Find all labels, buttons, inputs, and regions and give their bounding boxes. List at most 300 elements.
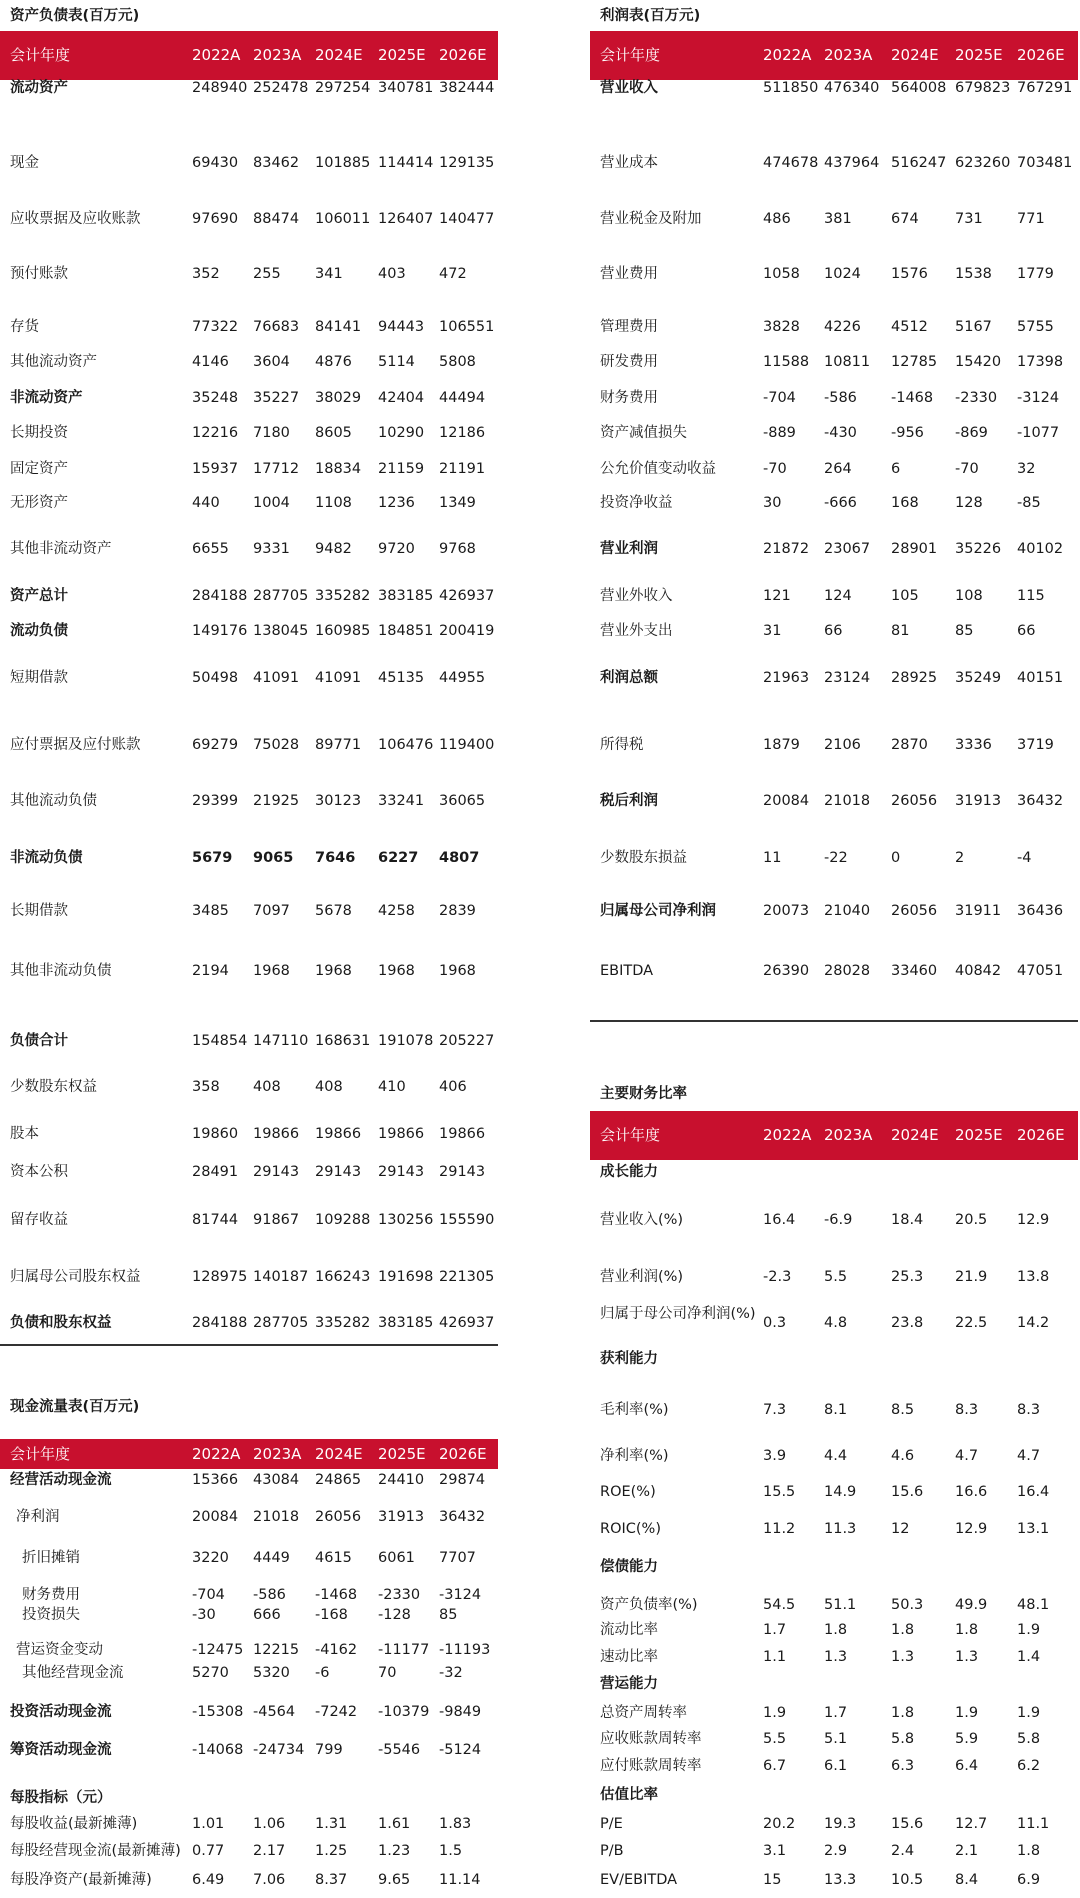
balance-sheet-cell: 91867 [253, 1212, 300, 1228]
header-year: 2022A [192, 46, 241, 64]
ratios-cell: 49.9 [955, 1597, 988, 1613]
cash-flow-row-label: 其他经营现金流 [22, 1665, 124, 1681]
ratios-cell: 16.4 [763, 1212, 796, 1228]
cash-flow-row-label: 营运资金变动 [16, 1642, 103, 1658]
balance-sheet-cell: 128975 [192, 1269, 248, 1285]
balance-sheet-cell: 297254 [315, 80, 371, 96]
cash-flow-cell: -586 [253, 1587, 286, 1603]
income-statement-cell: 35249 [955, 670, 1002, 686]
balance-sheet-cell: 38029 [315, 390, 362, 406]
balance-sheet-cell: 7180 [253, 425, 290, 441]
income-statement-cell: 679823 [955, 80, 1011, 96]
per-share-cell: 1.83 [439, 1816, 472, 1832]
ratios-cell: 8.3 [955, 1402, 979, 1418]
cash-flow-cell: 31913 [378, 1509, 425, 1525]
balance-sheet-cell: 109288 [315, 1212, 371, 1228]
balance-sheet-cell: 8605 [315, 425, 352, 441]
balance-sheet-cell: 168631 [315, 1033, 371, 1049]
income-statement-cell: 26056 [891, 793, 938, 809]
cash-flow-cell: 5320 [253, 1665, 290, 1681]
ratios-cell: 1.8 [891, 1622, 915, 1638]
balance-sheet-cell: 382444 [439, 80, 495, 96]
income-statement-cell: 21040 [824, 903, 871, 919]
balance-sheet-cell: 341 [315, 266, 343, 282]
ratios-row-label: 净利率(%) [600, 1448, 669, 1464]
income-statement-cell: -956 [891, 425, 924, 441]
balance-sheet-cell: 383185 [378, 1315, 434, 1331]
balance-sheet-cell: 29143 [378, 1164, 425, 1180]
cash-flow-cell: 36432 [439, 1509, 486, 1525]
income-statement-cell: 4512 [891, 319, 928, 335]
balance-sheet-cell: 1968 [253, 963, 290, 979]
balance-sheet-cell: 69279 [192, 737, 239, 753]
balance-sheet-cell: 10290 [378, 425, 425, 441]
balance-sheet-cell: 44494 [439, 390, 486, 406]
header-year: 2023A [253, 1445, 302, 1463]
header-year: 2022A [192, 1445, 241, 1463]
balance-sheet-cell: 358 [192, 1079, 220, 1095]
income-statement-row-label: 利润总额 [600, 670, 658, 686]
ratios-cell: 1.7 [763, 1622, 787, 1638]
income-statement-cell: 731 [955, 211, 983, 227]
ratios-row-label: 毛利率(%) [600, 1402, 669, 1418]
balance-sheet-cell: 30123 [315, 793, 362, 809]
ratios-cell: 13.1 [1017, 1521, 1050, 1537]
ratios-row-label: 偿债能力 [600, 1559, 658, 1575]
ratios-cell: 15.6 [891, 1484, 924, 1500]
balance-sheet-cell: 403 [378, 266, 406, 282]
ratios-cell: 14.9 [824, 1484, 857, 1500]
balance-sheet-cell: 4258 [378, 903, 415, 919]
per-share-cell: 1.23 [378, 1843, 411, 1859]
cash-flow-cell: -4564 [253, 1704, 296, 1720]
balance-sheet-cell: 2839 [439, 903, 476, 919]
balance-sheet-cell: 287705 [253, 1315, 309, 1331]
per-share-cell: 0.77 [192, 1843, 225, 1859]
header-year: 2025E [378, 46, 426, 64]
balance-sheet-cell: 29143 [439, 1164, 486, 1180]
ratios-cell: 1.3 [955, 1649, 979, 1665]
balance-sheet-cell: 19866 [253, 1126, 300, 1142]
balance-sheet-cell: 340781 [378, 80, 434, 96]
header-year: 2026E [1017, 1126, 1065, 1144]
income-statement-cell: 6 [891, 461, 901, 477]
income-statement-cell: 26390 [763, 963, 810, 979]
balance-sheet-cell: 94443 [378, 319, 425, 335]
balance-sheet-cell: 12216 [192, 425, 239, 441]
balance-sheet-cell: 184851 [378, 623, 434, 639]
balance-sheet-cell: 101885 [315, 155, 371, 171]
cash-flow-cell: 3220 [192, 1550, 229, 1566]
ratios-cell: 1.9 [763, 1705, 787, 1721]
income-statement-cell: 168 [891, 495, 919, 511]
balance-sheet-cell: 410 [378, 1079, 406, 1095]
cash-flow-row-label: 财务费用 [22, 1587, 80, 1603]
header-year: 2024E [315, 1445, 363, 1463]
balance-sheet-cell: 106476 [378, 737, 434, 753]
income-statement-cell: -704 [763, 390, 796, 406]
balance-sheet-row-label: 其他流动资产 [10, 354, 97, 370]
income-statement-cell: 3336 [955, 737, 992, 753]
balance-sheet-cell: 440 [192, 495, 220, 511]
balance-sheet-cell: 1968 [315, 963, 352, 979]
cash-flow-cell: 15366 [192, 1472, 239, 1488]
income-statement-cell: 36432 [1017, 793, 1064, 809]
per-share-cell: 1.06 [253, 1816, 286, 1832]
balance-sheet-cell: 6227 [378, 850, 419, 866]
ratios-cell: 23.8 [891, 1315, 924, 1331]
income-statement-cell: 21872 [763, 541, 810, 557]
cash-flow-cell: 12215 [253, 1642, 300, 1658]
ratios-cell: 6.3 [891, 1758, 915, 1774]
ratios-cell: 1.8 [1017, 1843, 1041, 1859]
income-statement-cell: 10811 [824, 354, 871, 370]
header-year: 2024E [891, 46, 939, 64]
cash-flow-cell: -704 [192, 1587, 225, 1603]
ratios-cell: 2.4 [891, 1843, 915, 1859]
ratios-cell: 1.9 [955, 1705, 979, 1721]
ratios-row-label: 总资产周转率 [600, 1705, 687, 1721]
income-statement-cell: 2870 [891, 737, 928, 753]
cash-flow-cell: -12475 [192, 1642, 244, 1658]
cash-flow-cell: 26056 [315, 1509, 362, 1525]
income-statement-cell: 30 [763, 495, 782, 511]
cash-flow-cell: 21018 [253, 1509, 300, 1525]
balance-sheet-row-label: 现金 [10, 155, 39, 171]
cash-flow-cell: -5546 [378, 1742, 421, 1758]
income-statement-cell: 0 [891, 850, 901, 866]
balance-sheet-cell: 140187 [253, 1269, 309, 1285]
income-statement-cell: -869 [955, 425, 988, 441]
balance-sheet-cell: 252478 [253, 80, 309, 96]
balance-sheet-cell: 5808 [439, 354, 476, 370]
balance-sheet-cell: 5679 [192, 850, 233, 866]
per-share-cell: 1.5 [439, 1843, 463, 1859]
income-statement-cell: -1077 [1017, 425, 1060, 441]
balance-sheet-cell: 3485 [192, 903, 229, 919]
ratios-cell: 14.2 [1017, 1315, 1050, 1331]
balance-sheet-row-label: 短期借款 [10, 670, 68, 686]
income-statement-cell: 1058 [763, 266, 800, 282]
balance-sheet-row-label: 其他流动负债 [10, 793, 97, 809]
cash-flow-cell: 85 [439, 1607, 458, 1623]
ratios-title: 主要财务比率 [600, 1086, 687, 1102]
per-share-cell: 1.31 [315, 1816, 348, 1832]
cash-flow-cell: -4162 [315, 1642, 358, 1658]
income-statement-cell: 31911 [955, 903, 1002, 919]
balance-sheet-cell: 81744 [192, 1212, 239, 1228]
cash-flow-cell: -3124 [439, 1587, 482, 1603]
income-statement-cell: 121 [763, 588, 791, 604]
balance-sheet-cell: 29399 [192, 793, 239, 809]
per-share-title: 每股指标（元） [10, 1790, 112, 1806]
ratios-cell: 1.1 [763, 1649, 787, 1665]
balance-sheet-cell: 29143 [253, 1164, 300, 1180]
balance-sheet-cell: 28491 [192, 1164, 239, 1180]
income-statement-cell: -4 [1017, 850, 1032, 866]
balance-sheet-row-label: 固定资产 [10, 461, 68, 477]
balance-sheet-cell: 9331 [253, 541, 290, 557]
per-share-cell: 8.37 [315, 1872, 348, 1888]
ratios-cell: 19.3 [824, 1816, 857, 1832]
cash-flow-cell: 43084 [253, 1472, 300, 1488]
balance-sheet-row-label: 应付票据及应付账款 [10, 737, 141, 753]
ratios-cell: 20.2 [763, 1816, 796, 1832]
balance-sheet-cell: 44955 [439, 670, 486, 686]
balance-sheet-cell: 35227 [253, 390, 300, 406]
ratios-row-label: 营运能力 [600, 1676, 658, 1692]
income-statement-cell: -22 [824, 850, 848, 866]
balance-sheet-cell: 88474 [253, 211, 300, 227]
balance-sheet-cell: 19860 [192, 1126, 239, 1142]
balance-sheet-cell: 19866 [439, 1126, 486, 1142]
balance-sheet-row-label: 少数股东权益 [10, 1079, 97, 1095]
cash-flow-cell: -9849 [439, 1704, 482, 1720]
balance-sheet-cell: 2194 [192, 963, 229, 979]
ratios-cell: 12.9 [955, 1521, 988, 1537]
cash-flow-cell: -15308 [192, 1704, 244, 1720]
income-statement-cell: 5755 [1017, 319, 1054, 335]
balance-sheet-cell: 221305 [439, 1269, 495, 1285]
income-statement-cell: 3828 [763, 319, 800, 335]
balance-sheet-cell: 408 [253, 1079, 281, 1095]
ratios-cell: 12.9 [1017, 1212, 1050, 1228]
balance-sheet-row-label: 存货 [10, 319, 39, 335]
balance-sheet-cell: 191698 [378, 1269, 434, 1285]
balance-sheet-cell: 77322 [192, 319, 239, 335]
income-statement-cell: 516247 [891, 155, 947, 171]
ratios-cell: 11.2 [763, 1521, 796, 1537]
balance-sheet-cell: 9768 [439, 541, 476, 557]
balance-sheet-row-label: 无形资产 [10, 495, 68, 511]
income-statement-cell: 28028 [824, 963, 871, 979]
balance-sheet-cell: 1004 [253, 495, 290, 511]
income-statement-cell: 40102 [1017, 541, 1064, 557]
balance-sheet-bottom-rule [0, 1344, 498, 1346]
cash-flow-title: 现金流量表(百万元) [10, 1399, 140, 1415]
income-statement-cell: 32 [1017, 461, 1036, 477]
balance-sheet-cell: 160985 [315, 623, 371, 639]
ratios-cell: 18.4 [891, 1212, 924, 1228]
income-statement-row-label: 营业外收入 [600, 588, 673, 604]
income-statement-cell: 12785 [891, 354, 938, 370]
per-share-row-label: 每股净资产(最新摊薄) [10, 1872, 152, 1888]
per-share-cell: 9.65 [378, 1872, 411, 1888]
income-statement-row-label: 税后利润 [600, 793, 658, 809]
income-statement-cell: 23067 [824, 541, 871, 557]
balance-sheet-cell: 1349 [439, 495, 476, 511]
cash-flow-cell: 29874 [439, 1472, 486, 1488]
ratios-row-label: 流动比率 [600, 1622, 658, 1638]
cash-flow-cell: -32 [439, 1665, 463, 1681]
balance-sheet-row-label: 其他非流动负债 [10, 963, 112, 979]
ratios-cell: 3.9 [763, 1448, 787, 1464]
ratios-cell: 5.8 [891, 1731, 915, 1747]
ratios-cell: 10.5 [891, 1872, 924, 1888]
per-share-cell: 6.49 [192, 1872, 225, 1888]
balance-sheet-row-label: 资本公积 [10, 1164, 68, 1180]
balance-sheet-cell: 284188 [192, 588, 248, 604]
income-statement-row-label: 营业成本 [600, 155, 658, 171]
cash-flow-row-label: 投资活动现金流 [10, 1704, 112, 1720]
income-statement-cell: 128 [955, 495, 983, 511]
header-year: 2025E [955, 1126, 1003, 1144]
balance-sheet-cell: 106011 [315, 211, 371, 227]
ratios-cell: 5.5 [763, 1731, 787, 1747]
income-statement-cell: 85 [955, 623, 974, 639]
income-statement-cell: 11 [763, 850, 782, 866]
balance-sheet-cell: 119400 [439, 737, 495, 753]
balance-sheet-cell: 1968 [378, 963, 415, 979]
ratios-cell: 1.8 [891, 1705, 915, 1721]
ratios-cell: 8.3 [1017, 1402, 1041, 1418]
balance-sheet-row-label: 长期投资 [10, 425, 68, 441]
cash-flow-cell: 24410 [378, 1472, 425, 1488]
balance-sheet-cell: 84141 [315, 319, 362, 335]
income-statement-cell: 108 [955, 588, 983, 604]
balance-sheet-row-label: 留存收益 [10, 1212, 68, 1228]
balance-sheet-cell: 17712 [253, 461, 300, 477]
balance-sheet-cell: 41091 [315, 670, 362, 686]
balance-sheet-cell: 15937 [192, 461, 239, 477]
header-year: 2022A [763, 46, 812, 64]
ratios-cell: 15.6 [891, 1816, 924, 1832]
income-statement-cell: 20073 [763, 903, 810, 919]
income-statement-cell: 623260 [955, 155, 1011, 171]
ratios-cell: 5.8 [1017, 1731, 1041, 1747]
balance-sheet-row-label: 长期借款 [10, 903, 68, 919]
income-statement-cell: 81 [891, 623, 910, 639]
ratios-cell: 6.1 [824, 1758, 848, 1774]
income-statement-cell: -70 [955, 461, 979, 477]
income-statement-row-label: 营业税金及附加 [600, 211, 702, 227]
balance-sheet-cell: 9065 [253, 850, 294, 866]
ratios-row-label: EV/EBITDA [600, 1872, 678, 1888]
balance-sheet-row-label: 负债合计 [10, 1033, 68, 1049]
balance-sheet-cell: 154854 [192, 1033, 248, 1049]
per-share-row-label: 每股经营现金流(最新摊薄) [10, 1843, 181, 1859]
cash-flow-cell: -128 [378, 1607, 411, 1623]
income-statement-cell: 40842 [955, 963, 1002, 979]
balance-sheet-cell: 200419 [439, 623, 495, 639]
per-share-cell: 2.17 [253, 1843, 286, 1859]
per-share-cell: 7.06 [253, 1872, 286, 1888]
balance-sheet-cell: 75028 [253, 737, 300, 753]
cash-flow-cell: -11177 [378, 1642, 430, 1658]
balance-sheet-row-label: 非流动资产 [10, 390, 83, 406]
ratios-cell: 13.8 [1017, 1269, 1050, 1285]
ratios-cell: 20.5 [955, 1212, 988, 1228]
ratios-cell: 4.8 [824, 1315, 848, 1331]
income-statement-cell: 486 [763, 211, 791, 227]
income-statement-cell: 703481 [1017, 155, 1073, 171]
income-statement-bottom-rule [590, 1020, 1078, 1022]
header-year: 2024E [891, 1126, 939, 1144]
cash-flow-row-label: 筹资活动现金流 [10, 1742, 112, 1758]
ratios-cell: 8.4 [955, 1872, 979, 1888]
income-statement-cell: 66 [824, 623, 843, 639]
ratios-cell: 3.1 [763, 1843, 787, 1859]
ratios-cell: 4.7 [1017, 1448, 1041, 1464]
cash-flow-cell: 7707 [439, 1550, 476, 1566]
header-year: 2024E [315, 46, 363, 64]
income-statement-row-label: 研发费用 [600, 354, 658, 370]
cash-flow-cell: -2330 [378, 1587, 421, 1603]
balance-sheet-cell: 18834 [315, 461, 362, 477]
balance-sheet-row-label: 股本 [10, 1126, 39, 1142]
ratios-row-label: ROIC(%) [600, 1521, 661, 1537]
balance-sheet-cell: 406 [439, 1079, 467, 1095]
balance-sheet-cell: 284188 [192, 1315, 248, 1331]
balance-sheet-cell: 166243 [315, 1269, 371, 1285]
balance-sheet-row-label: 非流动负债 [10, 850, 83, 866]
income-statement-row-label: 财务费用 [600, 390, 658, 406]
income-statement-cell: 15420 [955, 354, 1002, 370]
income-statement-cell: 28901 [891, 541, 938, 557]
ratios-cell: 21.9 [955, 1269, 988, 1285]
balance-sheet-cell: 1108 [315, 495, 352, 511]
ratios-cell: 8.1 [824, 1402, 848, 1418]
balance-sheet-cell: 89771 [315, 737, 362, 753]
ratios-cell: 6.9 [1017, 1872, 1041, 1888]
cash-flow-cell: -1468 [315, 1587, 358, 1603]
cash-flow-row-label: 经营活动现金流 [10, 1472, 112, 1488]
income-statement-cell: 2 [955, 850, 965, 866]
balance-sheet-cell: 21159 [378, 461, 425, 477]
balance-sheet-cell: 50498 [192, 670, 239, 686]
header-label: 会计年度 [600, 1126, 661, 1144]
income-statement-cell: -3124 [1017, 390, 1060, 406]
cash-flow-cell: -11193 [439, 1642, 491, 1658]
balance-sheet-row-label: 流动资产 [10, 80, 68, 96]
balance-sheet-cell: 45135 [378, 670, 425, 686]
balance-sheet-row-label: 预付账款 [10, 266, 68, 282]
ratios-cell: 5.5 [824, 1269, 848, 1285]
balance-sheet-cell: 352 [192, 266, 220, 282]
income-statement-row-label: 归属母公司净利润 [600, 903, 716, 919]
per-share-cell: 1.01 [192, 1816, 225, 1832]
balance-sheet-cell: 83462 [253, 155, 300, 171]
balance-sheet-cell: 21191 [439, 461, 486, 477]
balance-sheet-cell: 114414 [378, 155, 434, 171]
income-statement-row-label: 营业费用 [600, 266, 658, 282]
income-statement-row-label: EBITDA [600, 963, 654, 979]
income-statement-row-label: 投资净收益 [600, 495, 673, 511]
balance-sheet-cell: 138045 [253, 623, 309, 639]
income-statement-cell: 31913 [955, 793, 1002, 809]
ratios-cell: 11.3 [824, 1521, 857, 1537]
income-statement-title: 利润表(百万元) [600, 8, 701, 24]
cash-flow-row-label: 投资损失 [22, 1607, 80, 1623]
income-statement-row-label: 少数股东损益 [600, 850, 687, 866]
ratios-cell: 6.4 [955, 1758, 979, 1774]
income-statement-cell: 105 [891, 588, 919, 604]
cash-flow-cell: -10379 [378, 1704, 430, 1720]
ratios-cell: 2.1 [955, 1843, 979, 1859]
ratios-cell: 1.8 [824, 1622, 848, 1638]
income-statement-cell: 511850 [763, 80, 819, 96]
balance-sheet-title: 资产负债表(百万元) [10, 8, 140, 24]
cash-flow-cell: 6061 [378, 1550, 415, 1566]
balance-sheet-cell: 3604 [253, 354, 290, 370]
ratios-cell: 4.6 [891, 1448, 915, 1464]
ratios-cell: 1.4 [1017, 1649, 1041, 1665]
balance-sheet-cell: 9720 [378, 541, 415, 557]
balance-sheet-row-label: 归属母公司股东权益 [10, 1269, 141, 1285]
income-statement-cell: 564008 [891, 80, 947, 96]
income-statement-cell: 23124 [824, 670, 871, 686]
income-statement-row-label: 资产减值损失 [600, 425, 687, 441]
